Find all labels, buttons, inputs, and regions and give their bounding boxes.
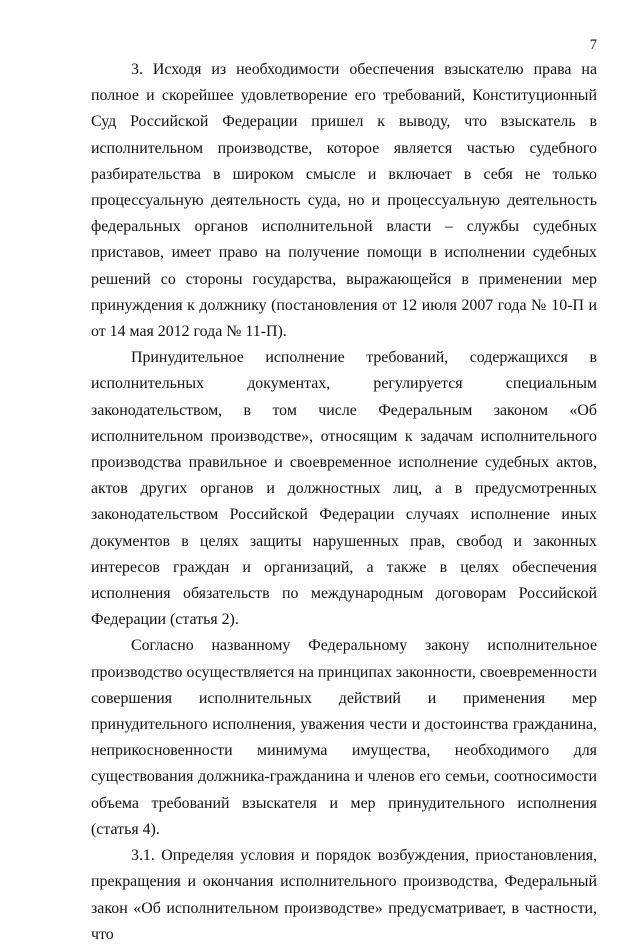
paragraph-principles: Согласно названному Федеральному закону исполнительное производство осуществляется на принципах законности, своевременности совершения исполнительных действий и применения мер принудительного исполнения, уважения чести и достоинства гражданина, неприкосновенности минимума имущества, необходимого для существования должника-гражданина и членов его семьи, соотносимости объема требований взыскателя и мер принудительного исполнения (статья 4).	[91, 637, 597, 838]
page-number: 7	[589, 37, 597, 53]
paragraph-3: 3. Исходя из необходимости обеспечения взыскателю права на полное и скорейшее удовлетворение его требований, Конституционный Суд Российской Федерации пришел к выводу, что взыскатель в исполнительном производстве, которое является частью судебного разбирательства в широком смысле и включает в себя не только процессуальную деятельность суда, но и процессуальную деятельность федеральных органов исполнительной власти – службы судебных приставов, имеет право на получение помощи в исполнении судебных решений со стороны государства, выражающейся в применении мер принуждения к должнику (постановления от 12 июля 2007 года № 10-П и от 14 мая 2012 года № 11-П).	[91, 61, 597, 341]
document-body	[91, 57, 597, 948]
paragraph-3-1: 3.1. Определяя условия и порядок возбуждения, приостановления, прекращения и окончания исполнительного производства, Федеральный закон «Об исполнительном производстве» предусматривает, в частности, что	[91, 847, 597, 943]
paragraph-enforcement: Принудительное исполнение требований, содержащихся в исполнительных документах, регулируется специальным законодательством, в том числе Федеральным законом «Об исполнительном производстве», относящим к задачам исполнительного производства правильное и своевременное исполнение судебных актов, актов других органов и должностных лиц, а в предусмотренных законодательством Российской Федерации случаях исполнение иных документов в целях защиты нарушенных прав, свобод и законных интересов граждан и организаций, а также в целях обеспечения исполнения обязательств по международным договорам Российской Федерации (статья 2).	[91, 349, 597, 629]
